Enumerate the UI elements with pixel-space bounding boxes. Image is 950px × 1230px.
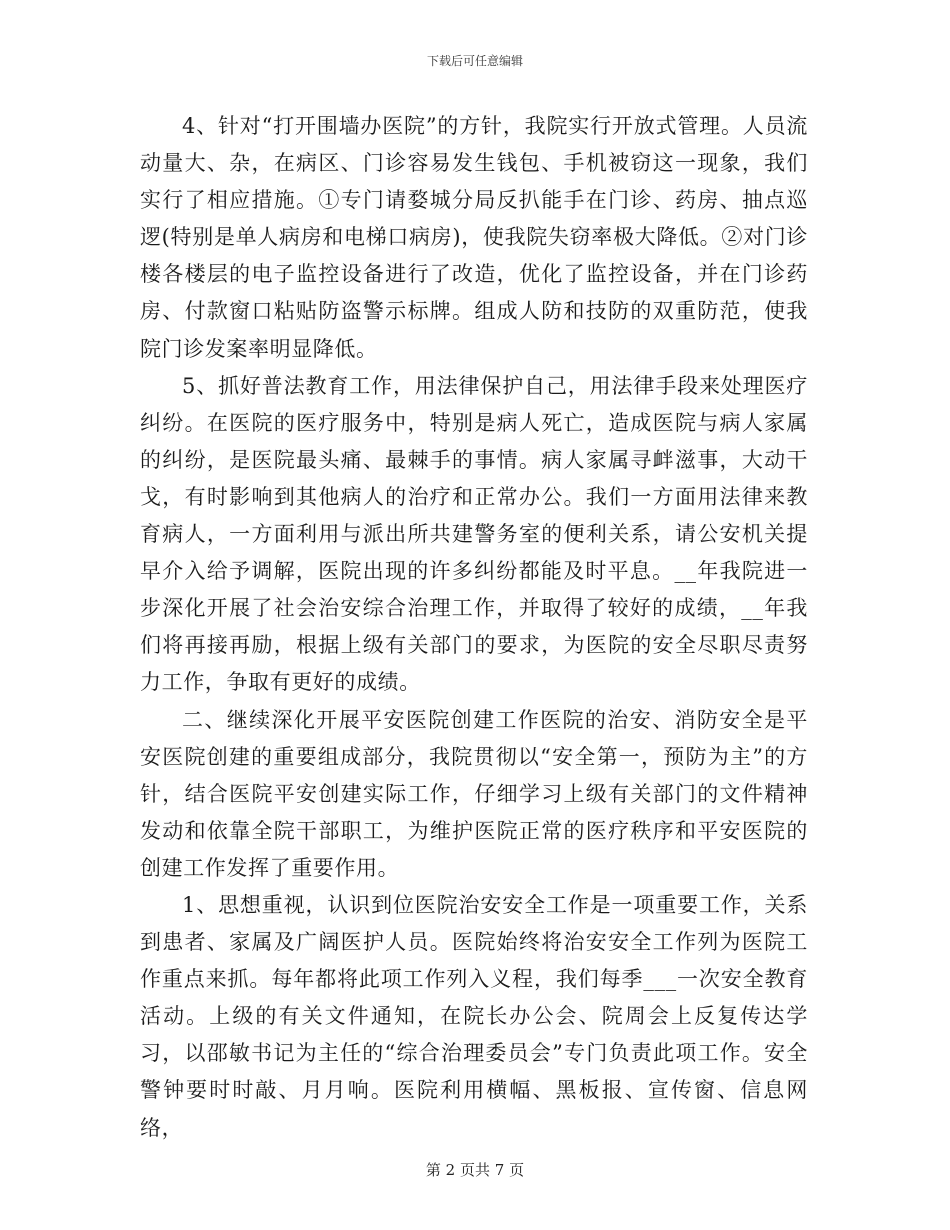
paragraph: 4、针对“打开围墙办医院”的方针，我院实行开放式管理。人员流动量大、杂，在病区、门诊容易发生钱包、手机被窃这一现象，我们实行了相应措施。①专门请婺城分局反扒能手在门诊、药房、抽点巡逻(特别是单人病房和电梯口病房)，使我院失窃率极大降低。②对门诊楼各楼层的电子监控设备进行了改造，优化了监控设备，并在门诊药房、付款窗口粘贴防盗警示标牌。组成人防和技防的双重防范，使我院门诊发案率明显降低。 xyxy=(140,114,808,361)
page-footer: 第 2 页共 7 页 xyxy=(425,1161,525,1179)
paragraph: 二、继续深化开展平安医院创建工作医院的治安、消防安全是平安医院创建的重要组成部分，我院贯彻以“安全第一，预防为主”的方针，结合医院平安创建实际工作，仔细学习上级有关部门的文件精神发动和依靠全院干部职工，为维护医院正常的医疗秩序和平安医院的创建工作发挥了重要作用。 xyxy=(140,707,808,880)
document-body xyxy=(140,108,808,1147)
paragraph: 5、抓好普法教育工作，用法律保护自己，用法律手段来处理医疗纠纷。在医院的医疗服务中，特别是病人死亡，造成医院与病人家属的纠纷，是医院最头痛、最棘手的事情。病人家属寻衅滋事，大动干戈，有时影响到其他病人的治疗和正常办公。我们一方面用法律来教育病人，一方面利用与派出所共建警务室的便利关系，请公安机关提早介入给予调解，医院出现的许多纠纷都能及时平息。__年我院进一步深化开展了社会治安综合治理工作，并取得了较好的成绩，__年我们将再接再励，根据上级有关部门的要求，为医院的安全尽职尽责努力工作，争取有更好的成绩。 xyxy=(140,373,808,695)
paragraph: 1、思想重视，认识到位医院治安安全工作是一项重要工作，关系到患者、家属及广阔医护人员。医院始终将治安安全工作列为医院工作重点来抓。每年都将此项工作列入义程，我们每季___一次安全教育活动。上级的有关文件通知，在院长办公会、院周会上反复传达学习，以邵敏书记为主任的“综合治理委员会”专门负责此项工作。安全警钟要时时敲、月月响。医院利用横幅、黑板报、宣传窗、信息网络， xyxy=(140,892,808,1140)
page-header: 下载后可任意编辑 xyxy=(426,54,523,68)
